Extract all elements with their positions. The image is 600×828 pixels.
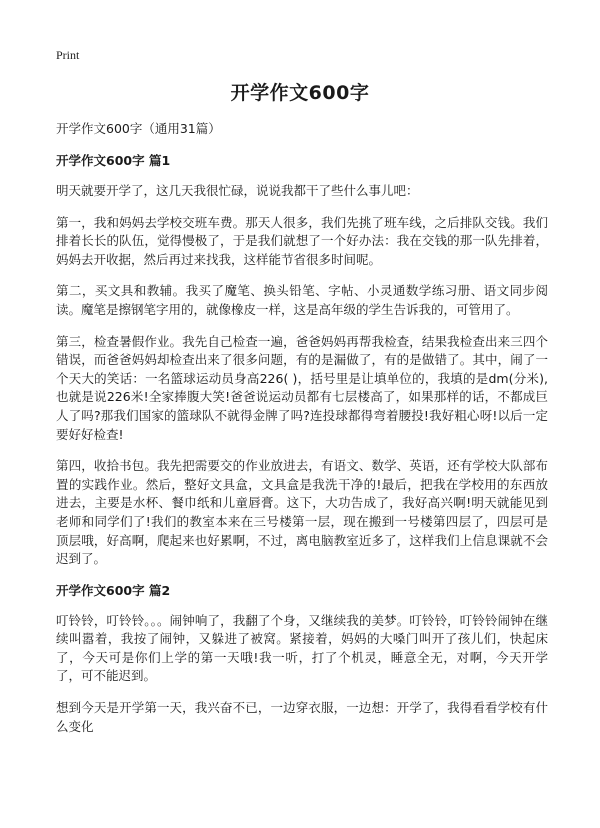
section-1: [56, 152, 548, 569]
paragraph: 第二，买文具和教辅。我买了魔笔、换头铅笔、字帖、小灵通数学练习册、语文同步阅读。魔笔是擦钢笔字用的，就像橡皮一样，这是高年级的学生告诉我的，可管用了。: [56, 283, 548, 317]
print-link[interactable]: Print: [56, 48, 80, 62]
paragraph: 第三，检查暑假作业。我先自己检查一遍，爸爸妈妈再帮我检查，结果我检查出来三四个错误，而爸爸妈妈却检查出来了很多问题，有的是漏做了，有的是做错了。其中，闹了一个天大的笑话：一名篮球运动员身高226( )，括号里是让填单位的，我填的是dm(分米),也就是说226米!全家捧腹大笑!爸爸说运动员都有七层楼高了，如果那样的话，不都成巨人了吗?那我们国家的篮球队不就得金牌了吗?连投球都得弯着腰投!我好粗心呀!以后一定要好好检查!: [56, 333, 548, 442]
article-body: [56, 120, 548, 736]
paragraph: 明天就要开学了，这几天我很忙碌，说说我都干了些什么事儿吧：: [56, 183, 419, 198]
article-subtitle: 开学作文600字（通用31篇）: [56, 121, 221, 136]
section-heading: 开学作文600字 篇1: [56, 153, 171, 168]
page-title: 开学作文600字: [230, 82, 370, 104]
paragraph: 叮铃铃，叮铃铃。。。闹钟响了，我翻了个身，又继续我的美梦。叮铃铃，叮铃铃闹钟在继续叫嚣着，我按了闹钟，又躲进了被窝。紧接着，妈妈的大嗓门叫开了孩儿们，快起床了，今天可是你们上学的第一天哦!我一听，打了个机灵，睡意全无，对啊，今天开学了，可不能迟到。: [56, 612, 548, 684]
section-2: [56, 582, 548, 737]
section-heading: 开学作文600字 篇2: [56, 582, 171, 598]
paragraph: 想到今天是开学第一天，我兴奋不已，一边穿衣服，一边想：开学了，我得看看学校有什么变化: [56, 700, 548, 734]
paragraph: 第一，我和妈妈去学校交班车费。那天人很多，我们先挑了班车线，之后排队交钱。我们排着长长的队伍，觉得慢极了，于是我们就想了一个好办法：我在交钱的那一队先排着，妈妈去开收据，然后再过来找我，这样能节省很多时间呢。: [56, 214, 548, 267]
paragraph: 第四，收拾书包。我先把需要交的作业放进去，有语文、数学、英语，还有学校大队部布置的实践作业。然后，整好文具盒，文具盒是我洗干净的!最后，把我在学校用的东西放进去，主要是水杯、餐巾纸和儿童唇膏。这下，大功告成了，我好高兴啊!明天就能见到老师和同学们了!我们的教室本来在三号楼第一层，现在搬到一号楼第四层了，四层可是顶层哦，好高啊，爬起来也好累啊，不过，离电脑教室近多了，这样我们上信息课就不会迟到了。: [56, 458, 548, 567]
